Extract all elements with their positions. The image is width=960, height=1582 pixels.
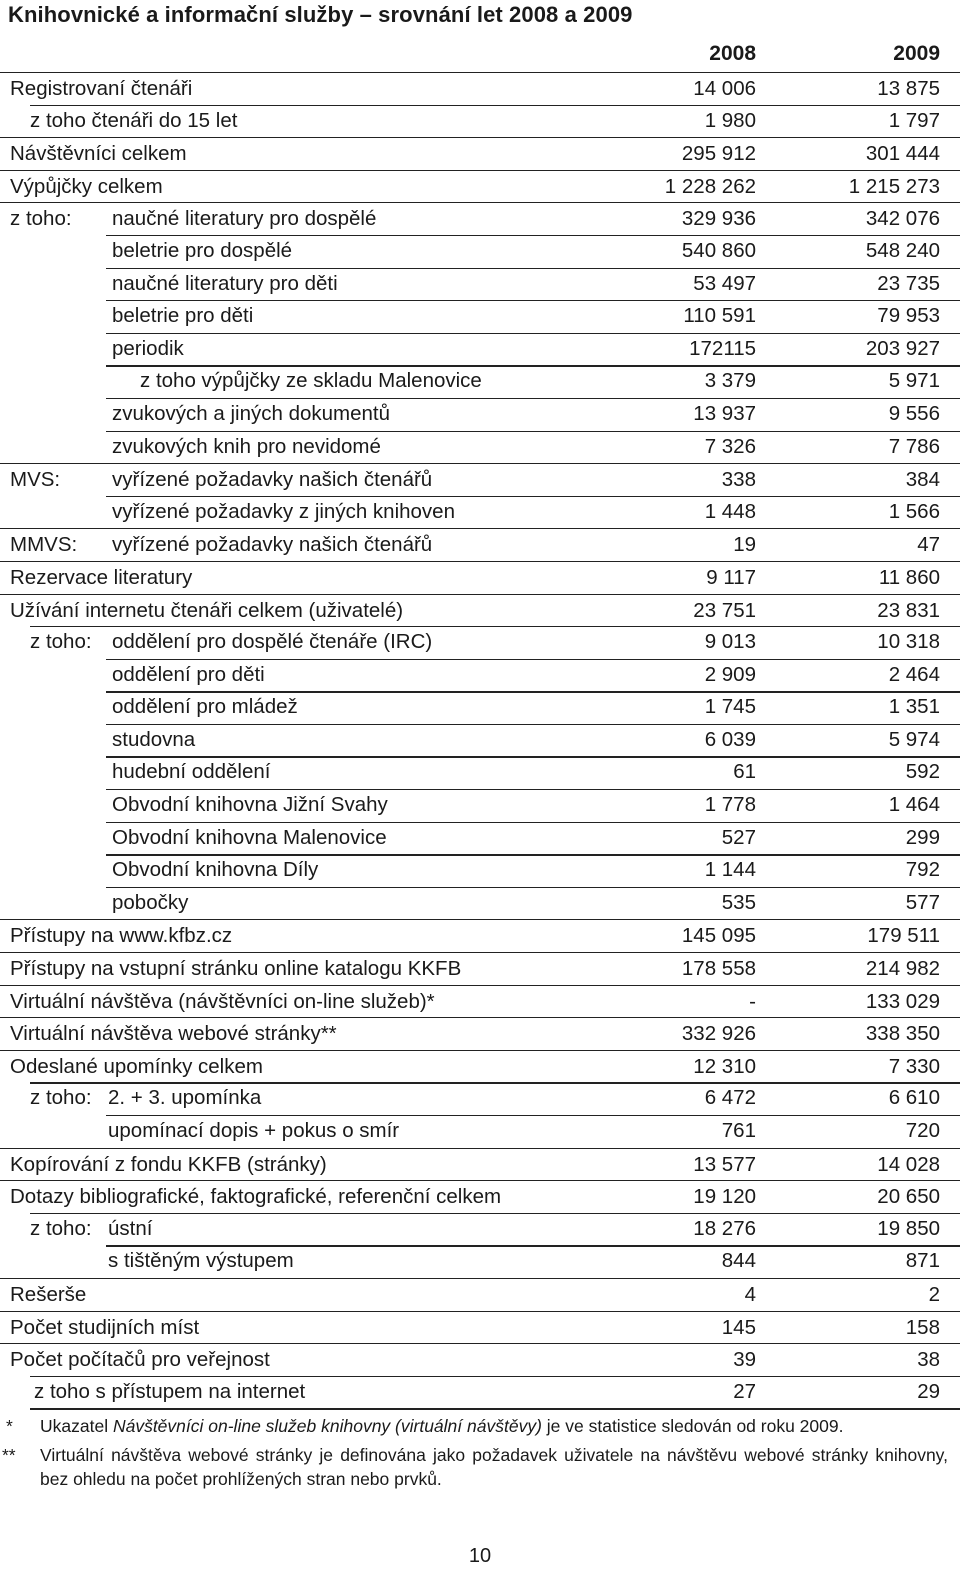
value-2009: 384	[905, 468, 940, 492]
row-divider	[106, 235, 960, 236]
table-row	[0, 756, 960, 789]
table-row	[0, 626, 960, 659]
value-2008: 1 745	[704, 695, 756, 719]
row-divider	[106, 887, 960, 888]
row-label: z toho s přístupem na internet	[34, 1379, 306, 1403]
value-2009: 1 464	[888, 793, 940, 817]
value-2009: 6 610	[888, 1086, 940, 1110]
row-label: Virtuální návštěva (návštěvníci on-line služeb)*	[10, 989, 435, 1013]
value-2008: 540 860	[681, 238, 756, 262]
value-2009: 10 318	[877, 630, 940, 654]
footnote-mark: **	[2, 1445, 16, 1465]
value-2009: 47	[917, 533, 940, 557]
value-2008: 53 497	[693, 271, 756, 295]
value-2009: 158	[905, 1315, 940, 1339]
row-divider	[106, 789, 960, 790]
page-number: 10	[468, 1545, 492, 1567]
row-label: Rezervace literatury	[10, 565, 193, 589]
row-divider	[30, 1376, 960, 1377]
value-2008: 535	[721, 890, 756, 914]
row-label: Užívání internetu čtenáři celkem (uživatelé)	[10, 598, 404, 622]
row-divider	[106, 659, 960, 660]
row-divider	[106, 724, 960, 725]
table-row	[0, 170, 960, 203]
row-divider	[106, 854, 960, 855]
table-row	[0, 724, 960, 757]
table-row	[0, 1278, 960, 1311]
value-2009: 299	[905, 825, 940, 849]
row-label: 2. + 3. upomínka	[108, 1086, 262, 1110]
table-row	[0, 1376, 960, 1409]
value-2008: -	[749, 989, 756, 1013]
row-divider	[106, 822, 960, 823]
value-2008: 1 778	[704, 793, 756, 817]
value-2008: 110 591	[683, 304, 756, 328]
table-row	[0, 235, 960, 268]
row-label: vyřízené požadavky z jiných knihoven	[112, 499, 455, 523]
value-2009: 1 566	[888, 499, 940, 523]
value-2009: 19 850	[877, 1216, 940, 1240]
value-2009: 338 350	[865, 1022, 940, 1046]
value-2008: 338	[721, 468, 756, 492]
row-label: s tištěným výstupem	[108, 1249, 294, 1273]
value-2008: 1 980	[704, 108, 756, 132]
value-2009: 5 971	[888, 369, 940, 393]
row-label: Registrovaní čtenáři	[10, 77, 193, 100]
row-label: studovna	[112, 727, 196, 751]
row-divider	[106, 300, 960, 301]
value-2009: 720	[905, 1119, 940, 1142]
value-2008: 13 937	[693, 401, 756, 425]
statistics-table	[0, 72, 960, 1410]
row-divider	[106, 1245, 960, 1246]
table-row	[0, 1245, 960, 1278]
row-label: Kopírování z fondu KKFB (stránky)	[10, 1152, 327, 1176]
value-2009: 23 831	[877, 598, 940, 622]
table-row	[0, 300, 960, 333]
table-row	[0, 1311, 960, 1344]
row-label: Odeslané upomínky celkem	[10, 1054, 263, 1078]
value-2009: 5 974	[888, 727, 940, 751]
row-divider	[30, 1213, 960, 1214]
value-2008: 13 577	[693, 1152, 756, 1176]
table-row	[0, 268, 960, 301]
row-divider	[30, 1082, 960, 1083]
value-2009: 1 351	[888, 695, 940, 719]
table-row	[0, 561, 960, 594]
footnote-text: Ukazatel Návštěvníci on-line služeb knihovny (virtuální návštěvy) je ve statistice sledován od roku 2009.	[40, 1416, 844, 1436]
value-2008: 19 120	[693, 1185, 756, 1209]
value-2009: 871	[905, 1249, 940, 1273]
value-2008: 14 006	[693, 77, 756, 100]
table-row	[0, 1050, 960, 1083]
table-row	[0, 985, 960, 1018]
row-label: naučné literatury pro dospělé	[112, 207, 377, 231]
table-row	[0, 398, 960, 431]
value-2008: 3 379	[704, 369, 756, 393]
value-2009: 179 511	[867, 924, 940, 948]
table-row	[0, 1115, 960, 1148]
table-row	[0, 822, 960, 855]
row-divider	[106, 691, 960, 692]
value-2009: 133 029	[865, 989, 940, 1013]
year-header-2008: 2008	[709, 42, 756, 65]
row-label: Počet počítačů pro veřejnost	[10, 1348, 270, 1372]
row-label: Výpůjčky celkem	[10, 174, 163, 198]
table-row	[0, 431, 960, 464]
row-label: Obvodní knihovna Jižní Svahy	[112, 793, 388, 817]
table-row	[0, 1148, 960, 1181]
row-divider	[106, 756, 960, 757]
value-2009: 79 953	[877, 304, 940, 328]
value-2008: 527	[721, 825, 756, 849]
value-2009: 7 330	[888, 1054, 940, 1078]
row-label: zvukových a jiných dokumentů	[112, 401, 391, 425]
value-2008: 2 909	[704, 662, 756, 686]
row-prefix: MVS:	[10, 468, 61, 492]
table-row	[0, 919, 960, 952]
value-2008: 761	[721, 1119, 756, 1142]
value-2009: 792	[905, 858, 940, 882]
value-2009: 577	[905, 890, 940, 914]
row-label: vyřízené požadavky našich čtenářů	[112, 533, 433, 557]
row-label: z toho výpůjčky ze skladu Malenovice	[140, 369, 482, 393]
row-label: Počet studijních míst	[10, 1315, 200, 1339]
value-2009: 20 650	[877, 1185, 940, 1209]
row-label: Návštěvníci celkem	[10, 142, 187, 166]
value-2009: 2	[928, 1282, 940, 1306]
table-row	[0, 202, 960, 235]
row-label: naučné literatury pro děti	[112, 271, 338, 295]
value-2009: 548 240	[865, 238, 940, 262]
value-2008: 9 117	[706, 565, 756, 589]
row-prefix: z toho:	[30, 1216, 92, 1240]
value-2008: 145	[721, 1315, 756, 1339]
row-label: Rešerše	[10, 1282, 87, 1306]
row-label: Přístupy na vstupní stránku online katalogu KKFB	[10, 957, 462, 981]
table-row	[0, 1343, 960, 1376]
row-label: Obvodní knihovna Díly	[112, 858, 319, 882]
table-row	[0, 594, 960, 627]
value-2008: 178 558	[681, 957, 756, 981]
value-2009: 1 215 273	[848, 174, 940, 198]
table-row	[0, 659, 960, 692]
footnote-mark: *	[6, 1416, 13, 1436]
table-row	[0, 72, 960, 105]
value-2008: 19	[733, 533, 756, 557]
footnote-2	[2, 1443, 956, 1495]
value-2009: 13 875	[877, 77, 940, 100]
row-label: upomínací dopis + pokus o smír	[108, 1119, 400, 1142]
value-2008: 329 936	[681, 207, 756, 231]
row-label: beletrie pro děti	[112, 304, 254, 328]
table-row	[0, 691, 960, 724]
value-2009: 214 982	[865, 957, 940, 981]
table-row	[0, 789, 960, 822]
value-2008: 6 472	[704, 1086, 756, 1110]
value-2009: 29	[917, 1379, 940, 1403]
value-2008: 7 326	[704, 434, 756, 458]
value-2008: 172115	[689, 336, 756, 360]
value-2008: 844	[721, 1249, 756, 1273]
table-row	[0, 1213, 960, 1246]
table-row	[0, 137, 960, 170]
row-label: hudební oddělení	[112, 760, 271, 784]
value-2009: 203 927	[865, 336, 940, 360]
value-2009: 11 860	[878, 565, 940, 589]
row-label: zvukových knih pro nevidomé	[112, 434, 381, 458]
value-2009: 342 076	[865, 207, 940, 231]
row-divider	[106, 365, 960, 366]
table-row	[0, 1017, 960, 1050]
row-divider	[30, 626, 960, 627]
value-2009: 1 797	[888, 108, 940, 132]
value-2009: 7 786	[888, 434, 940, 458]
value-2008: 9 013	[704, 630, 756, 654]
value-2009: 14 028	[877, 1152, 940, 1176]
table-row	[0, 1082, 960, 1115]
row-divider	[106, 333, 960, 334]
value-2008: 39	[733, 1348, 756, 1372]
row-label: Virtuální návštěva webové stránky**	[10, 1022, 337, 1046]
table-row	[0, 496, 960, 529]
table-row	[0, 463, 960, 496]
row-divider	[106, 1115, 960, 1116]
page-title: Knihovnické a informační služby – srovnání let 2008 a 2009	[8, 2, 633, 27]
value-2008: 4	[744, 1282, 756, 1306]
year-header-2009: 2009	[893, 42, 940, 65]
row-label: z toho čtenáři do 15 let	[30, 108, 238, 132]
row-label: Dotazy bibliografické, faktografické, referenční celkem	[10, 1185, 502, 1209]
value-2008: 61	[733, 760, 756, 784]
row-divider	[106, 496, 960, 497]
value-2009: 9 556	[888, 401, 940, 425]
value-2009: 301 444	[865, 142, 940, 166]
value-2008: 1 448	[704, 499, 756, 523]
row-label: pobočky	[112, 890, 189, 914]
row-label: beletrie pro dospělé	[112, 238, 293, 262]
table-row	[0, 333, 960, 366]
table-row	[0, 105, 960, 138]
table-row	[0, 365, 960, 398]
value-2009: 2 464	[888, 662, 940, 686]
row-divider	[106, 398, 960, 399]
row-label: oddělení pro děti	[112, 662, 265, 686]
row-divider	[106, 268, 960, 269]
footnote-text: Virtuální návštěva webové stránky je definována jako požadavek uživatele na návštěvu webové stránky knihovny, bez ohledu na počet prohlížených stran nebo prvků.	[40, 1445, 948, 1489]
value-2008: 12 310	[693, 1054, 756, 1078]
value-2008: 18 276	[693, 1216, 756, 1240]
row-label: ústní	[108, 1216, 153, 1240]
row-prefix: z toho:	[30, 630, 92, 654]
row-label: Obvodní knihovna Malenovice	[112, 825, 387, 849]
value-2008: 332 926	[681, 1022, 756, 1046]
value-2008: 295 912	[681, 142, 756, 166]
value-2008: 1 228 262	[664, 174, 756, 198]
table-row	[0, 1180, 960, 1213]
row-label: oddělení pro dospělé čtenáře (IRC)	[112, 630, 433, 654]
row-divider	[106, 431, 960, 432]
value-2008: 23 751	[693, 598, 756, 622]
row-label: Přístupy na www.kfbz.cz	[10, 924, 233, 948]
row-label: vyřízené požadavky našich čtenářů	[112, 468, 433, 492]
row-divider	[30, 105, 960, 106]
value-2008: 1 144	[704, 858, 756, 882]
row-label: oddělení pro mládež	[112, 695, 298, 719]
value-2008: 27	[733, 1379, 756, 1403]
value-2008: 145 095	[681, 924, 756, 948]
row-label: periodik	[112, 336, 184, 360]
table-row	[0, 887, 960, 920]
footnote-1	[6, 1414, 956, 1440]
row-prefix: MMVS:	[10, 533, 78, 557]
table-bottom-rule	[30, 1408, 960, 1409]
table-row	[0, 952, 960, 985]
row-prefix: z toho:	[30, 1086, 92, 1110]
value-2008: 6 039	[704, 727, 756, 751]
value-2009: 38	[917, 1348, 940, 1372]
table-row	[0, 528, 960, 561]
value-2009: 592	[905, 760, 940, 784]
row-prefix: z toho:	[10, 207, 72, 231]
value-2009: 23 735	[877, 271, 940, 295]
table-row	[0, 854, 960, 887]
